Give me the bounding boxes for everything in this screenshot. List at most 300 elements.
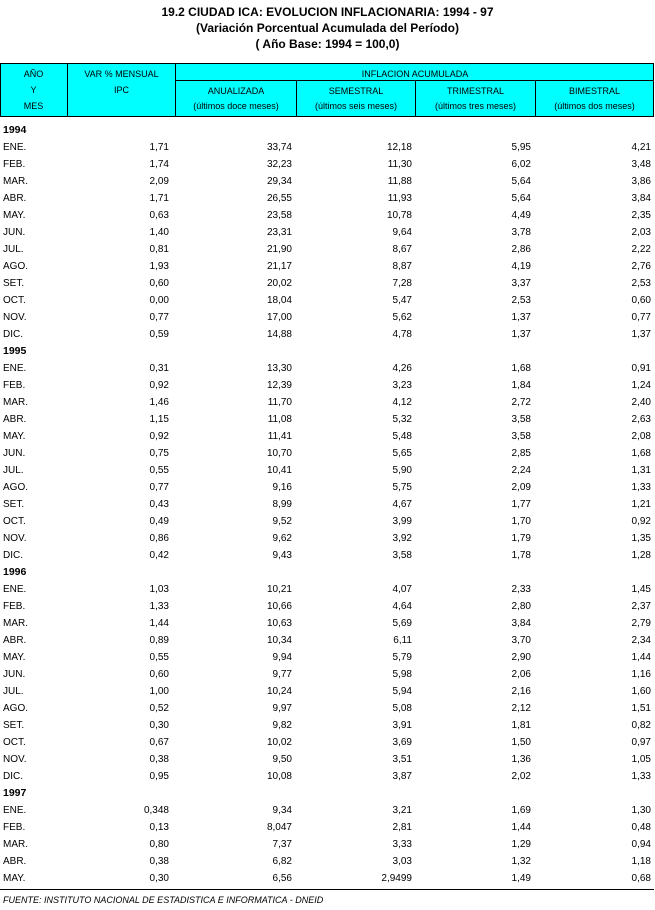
semestral-value: 4,67 [392,499,412,510]
header-anualizada-sub: (últimos doce meses) [193,101,279,111]
bimestral-value: 0,92 [631,516,651,527]
bimestral-value: 2,79 [631,618,651,629]
semestral-value: 4,26 [392,363,412,374]
title-line-2: (Variación Porcentual Acumulada del Período) [196,21,459,35]
month-label: FEB. [3,822,26,833]
title-line-3: ( Año Base: 1994 = 100,0) [255,37,400,51]
month-label: OCT. [3,516,26,527]
bimestral-value: 2,53 [631,278,651,289]
trimestral-value: 1,68 [511,363,531,374]
header-ipc-label: IPC [113,85,129,95]
header-group-label: INFLACION ACUMULADA [361,69,469,79]
table-row [0,394,655,411]
anualizada-value: 29,34 [266,176,292,187]
ipc-value: 1,15 [149,414,169,425]
month-label: MAR. [3,839,28,850]
table-row [0,666,655,683]
table-row [0,649,655,666]
table-row [0,598,655,615]
header-anualizada: ANUALIZADA [207,86,265,96]
bimestral-value: 1,44 [631,652,651,663]
ipc-value: 0,49 [149,516,169,527]
anualizada-value: 33,74 [266,142,292,153]
bimestral-value: 1,60 [631,686,651,697]
semestral-value: 5,47 [392,295,412,306]
month-label: ABR. [3,193,27,204]
ipc-value: 0,30 [149,720,169,731]
bimestral-value: 2,22 [631,244,651,255]
trimestral-value: 2,53 [511,295,531,306]
ipc-value: 0,59 [149,329,169,340]
month-label: MAR. [3,618,28,629]
ipc-value: 2,09 [149,176,169,187]
semestral-value: 3,87 [392,771,412,782]
ipc-value: 1,03 [149,584,169,595]
table-row [0,870,655,887]
table-row [0,258,655,275]
semestral-value: 2,81 [392,822,412,833]
anualizada-value: 8,99 [272,499,292,510]
semestral-value: 5,08 [392,703,412,714]
trimestral-value: 3,37 [511,278,531,289]
year-label: 1995 [3,345,27,357]
semestral-value: 4,64 [392,601,412,612]
trimestral-value: 1,29 [511,839,531,850]
month-label: SET. [3,278,25,289]
anualizada-value: 10,41 [266,465,292,476]
source-note: FUENTE: INSTITUTO NACIONAL DE ESTADISTICA E INFORMATICA - DNEID [3,895,324,905]
anualizada-value: 9,43 [272,550,292,561]
semestral-value: 3,69 [392,737,412,748]
semestral-value: 12,18 [386,142,412,153]
semestral-value: 10,78 [386,210,412,221]
ipc-value: 0,55 [149,652,169,663]
trimestral-value: 2,85 [511,448,531,459]
ipc-value: 1,71 [149,142,169,153]
ipc-value: 1,40 [149,227,169,238]
bimestral-value: 3,48 [631,159,651,170]
table-row [0,411,655,428]
bimestral-value: 2,03 [631,227,651,238]
table-row [0,292,655,309]
ipc-value: 0,38 [149,754,169,765]
month-label: DIC. [3,550,23,561]
trimestral-value: 3,78 [511,227,531,238]
month-label: JUL. [3,686,24,697]
month-label: JUN. [3,669,26,680]
trimestral-value: 2,12 [511,703,531,714]
table-row [0,479,655,496]
trimestral-value: 2,90 [511,652,531,663]
ipc-value: 0,92 [149,380,169,391]
trimestral-value: 1,36 [511,754,531,765]
semestral-value: 3,23 [392,380,412,391]
semestral-value: 5,90 [392,465,412,476]
month-label: MAY. [3,431,26,442]
anualizada-value: 21,17 [266,261,292,272]
anualizada-value: 6,56 [272,873,292,884]
month-label: AGO. [3,703,29,714]
semestral-value: 8,67 [392,244,412,255]
ipc-value: 0,67 [149,737,169,748]
month-label: AGO. [3,482,29,493]
table-row [0,717,655,734]
table-row [0,445,655,462]
table-row [0,173,655,190]
header-month-label: MES [23,101,44,111]
bimestral-value: 1,28 [631,550,651,561]
month-label: JUN. [3,448,26,459]
anualizada-value: 10,02 [266,737,292,748]
bimestral-value: 1,33 [631,482,651,493]
bimestral-value: 1,18 [631,856,651,867]
ipc-value: 0,77 [149,482,169,493]
bimestral-value: 4,21 [631,142,651,153]
anualizada-value: 26,55 [266,193,292,204]
month-label: FEB. [3,159,26,170]
month-label: NOV. [3,312,27,323]
month-label: JUL. [3,244,24,255]
semestral-value: 4,07 [392,584,412,595]
trimestral-value: 4,19 [511,261,531,272]
bimestral-value: 1,45 [631,584,651,595]
table-row [0,836,655,853]
semestral-value: 11,88 [387,176,412,187]
header-bimestral-sub: (últimos dos meses) [554,101,635,111]
trimestral-value: 3,84 [511,618,531,629]
table-header [0,63,654,117]
anualizada-value: 17,00 [266,312,292,323]
ipc-value: 0,80 [149,839,169,850]
table-row [0,768,655,785]
semestral-value: 5,62 [392,312,412,323]
table-row [0,156,655,173]
semestral-value: 5,65 [392,448,412,459]
trimestral-value: 5,64 [511,176,531,187]
table-row [0,530,655,547]
anualizada-value: 10,34 [266,635,292,646]
semestral-value: 3,58 [392,550,412,561]
table-row [0,632,655,649]
trimestral-value: 1,37 [511,312,531,323]
trimestral-value: 3,58 [511,414,531,425]
table-row [0,496,655,513]
report-title [0,4,655,52]
month-label: MAY. [3,873,26,884]
trimestral-value: 3,70 [511,635,531,646]
bimestral-value: 0,48 [631,822,651,833]
trimestral-value: 3,58 [511,431,531,442]
trimestral-value: 1,37 [511,329,531,340]
semestral-value: 3,51 [392,754,412,765]
ipc-value: 1,74 [149,159,169,170]
semestral-value: 5,98 [392,669,412,680]
ipc-value: 0,77 [149,312,169,323]
table-row [0,360,655,377]
month-label: ENE. [3,584,27,595]
month-label: ENE. [3,142,27,153]
bimestral-value: 2,76 [631,261,651,272]
table-row [0,615,655,632]
semestral-value: 5,69 [392,618,412,629]
semestral-value: 3,03 [392,856,412,867]
bimestral-value: 1,51 [631,703,651,714]
semestral-value: 11,93 [387,193,412,204]
ipc-value: 0,31 [149,363,169,374]
month-label: AGO. [3,261,29,272]
ipc-value: 0,63 [149,210,169,221]
anualizada-value: 14,88 [266,329,292,340]
ipc-value: 0,30 [149,873,169,884]
anualizada-value: 10,70 [266,448,292,459]
bimestral-value: 0,97 [631,737,651,748]
header-bimestral: BIMESTRAL [568,86,620,96]
month-label: MAY. [3,210,26,221]
footer-divider [0,889,654,890]
month-label: SET. [3,499,25,510]
bimestral-value: 2,37 [631,601,651,612]
anualizada-value: 9,34 [272,805,292,816]
header-trimestral-sub: (últimos tres meses) [434,101,516,111]
table-row [0,207,655,224]
month-label: ABR. [3,635,27,646]
anualizada-value: 23,58 [266,210,292,221]
anualizada-value: 10,66 [266,601,292,612]
ipc-value: 1,44 [149,618,169,629]
trimestral-value: 2,06 [511,669,531,680]
semestral-value: 3,33 [392,839,412,850]
bimestral-value: 0,94 [631,839,651,850]
table-row [0,377,655,394]
bimestral-value: 1,33 [631,771,651,782]
bimestral-value: 1,16 [631,669,651,680]
table-row [0,428,655,445]
semestral-value: 11,30 [387,159,412,170]
trimestral-value: 1,70 [511,516,531,527]
semestral-value: 5,32 [392,414,412,425]
anualizada-value: 10,63 [266,618,292,629]
trimestral-value: 1,84 [511,380,531,391]
anualizada-value: 23,31 [266,227,292,238]
header-y-label: Y [30,85,37,95]
anualizada-value: 20,02 [266,278,292,289]
header-trimestral: TRIMESTRAL [446,86,504,96]
anualizada-value: 11,70 [267,397,292,408]
bimestral-value: 1,35 [631,533,651,544]
trimestral-value: 1,32 [511,856,531,867]
ipc-value: 0,38 [149,856,169,867]
semestral-value: 5,79 [392,652,412,663]
bimestral-value: 0,68 [631,873,651,884]
month-label: MAR. [3,397,28,408]
ipc-value: 0,86 [149,533,169,544]
month-label: MAY. [3,652,26,663]
bimestral-value: 1,24 [631,380,651,391]
trimestral-value: 2,24 [511,465,531,476]
table-row [0,241,655,258]
header-semestral: SEMESTRAL [328,86,384,96]
table-row [0,581,655,598]
bimestral-value: 2,35 [631,210,651,221]
trimestral-value: 2,86 [511,244,531,255]
semestral-value: 3,99 [392,516,412,527]
trimestral-value: 2,80 [511,601,531,612]
anualizada-value: 9,82 [272,720,292,731]
anualizada-value: 9,50 [272,754,292,765]
month-label: JUL. [3,465,24,476]
year-row [0,343,655,360]
bimestral-value: 1,30 [631,805,651,816]
table-row [0,326,655,343]
bimestral-value: 1,05 [631,754,651,765]
semestral-value: 9,64 [392,227,412,238]
bimestral-value: 0,77 [631,312,651,323]
month-label: ABR. [3,414,27,425]
ipc-value: 0,89 [149,635,169,646]
ipc-value: 0,55 [149,465,169,476]
table-row [0,819,655,836]
trimestral-value: 5,95 [511,142,531,153]
bimestral-value: 2,34 [631,635,651,646]
table-row [0,700,655,717]
semestral-value: 2,9499 [381,873,412,884]
month-label: OCT. [3,737,26,748]
semestral-value: 6,11 [393,635,412,646]
bimestral-value: 1,21 [631,499,651,510]
bimestral-value: 2,08 [631,431,651,442]
ipc-value: 1,71 [149,193,169,204]
anualizada-value: 32,23 [266,159,292,170]
trimestral-value: 1,44 [511,822,531,833]
semestral-value: 3,91 [392,720,412,731]
ipc-value: 0,75 [149,448,169,459]
trimestral-value: 1,49 [511,873,531,884]
anualizada-value: 21,90 [266,244,292,255]
ipc-value: 0,43 [149,499,169,510]
anualizada-value: 12,39 [266,380,292,391]
year-row [0,122,655,139]
ipc-value: 1,93 [149,261,169,272]
semestral-value: 5,75 [392,482,412,493]
anualizada-value: 9,94 [272,652,292,663]
bimestral-value: 2,40 [631,397,651,408]
month-label: MAR. [3,176,28,187]
month-label: OCT. [3,295,26,306]
anualizada-value: 13,30 [266,363,292,374]
anualizada-value: 9,77 [272,669,292,680]
anualizada-value: 10,21 [266,584,292,595]
semestral-value: 5,94 [392,686,412,697]
header-semestral-sub: (últimos seis meses) [314,101,397,111]
anualizada-value: 9,62 [272,533,292,544]
table-row [0,513,655,530]
table-row [0,683,655,700]
ipc-value: 1,46 [149,397,169,408]
bimestral-value: 1,31 [631,465,651,476]
year-row [0,564,655,581]
table-row [0,224,655,241]
table-body [0,122,655,887]
ipc-value: 0,95 [149,771,169,782]
trimestral-value: 1,77 [511,499,531,510]
bimestral-value: 0,91 [631,363,651,374]
header-var-label: VAR % MENSUAL [84,69,159,79]
ipc-value: 0,42 [149,550,169,561]
trimestral-value: 5,64 [511,193,531,204]
trimestral-value: 1,78 [511,550,531,561]
month-label: SET. [3,720,25,731]
table-row [0,547,655,564]
anualizada-value: 9,52 [272,516,292,527]
anualizada-value: 8,047 [266,822,292,833]
ipc-value: 0,52 [149,703,169,714]
trimestral-value: 4,49 [511,210,531,221]
semestral-value: 3,21 [392,805,412,816]
anualizada-value: 11,08 [267,414,292,425]
semestral-value: 7,28 [392,278,412,289]
month-label: DIC. [3,329,23,340]
semestral-value: 4,78 [392,329,412,340]
month-label: NOV. [3,754,27,765]
anualizada-value: 18,04 [266,295,292,306]
anualizada-value: 9,16 [272,482,292,493]
bimestral-value: 0,82 [631,720,651,731]
month-label: ENE. [3,363,27,374]
trimestral-value: 1,50 [511,737,531,748]
year-label: 1996 [3,566,27,578]
bimestral-value: 3,84 [631,193,651,204]
ipc-value: 0,348 [143,805,169,816]
trimestral-value: 2,09 [511,482,531,493]
semestral-value: 5,48 [392,431,412,442]
anualizada-value: 11,41 [267,431,292,442]
month-label: FEB. [3,380,26,391]
table-row [0,275,655,292]
bimestral-value: 2,63 [631,414,651,425]
bimestral-value: 0,60 [631,295,651,306]
table-row [0,190,655,207]
ipc-value: 1,33 [149,601,169,612]
year-row [0,785,655,802]
anualizada-value: 7,37 [272,839,292,850]
trimestral-value: 1,79 [511,533,531,544]
ipc-value: 0,92 [149,431,169,442]
trimestral-value: 2,33 [511,584,531,595]
bimestral-value: 1,68 [631,448,651,459]
table-row [0,139,655,156]
trimestral-value: 1,69 [511,805,531,816]
ipc-value: 0,00 [149,295,169,306]
ipc-value: 0,60 [149,669,169,680]
semestral-value: 4,12 [392,397,412,408]
table-row [0,309,655,326]
bimestral-value: 3,86 [631,176,651,187]
month-label: ENE. [3,805,27,816]
table-row [0,734,655,751]
anualizada-value: 9,97 [272,703,292,714]
table-row [0,802,655,819]
ipc-value: 1,00 [149,686,169,697]
month-label: FEB. [3,601,26,612]
anualizada-value: 10,08 [266,771,292,782]
trimestral-value: 2,72 [511,397,531,408]
anualizada-value: 10,24 [266,686,292,697]
bimestral-value: 1,37 [631,329,651,340]
table-row [0,462,655,479]
header-year-label: AÑO [23,69,44,79]
year-label: 1997 [3,787,27,799]
month-label: NOV. [3,533,27,544]
